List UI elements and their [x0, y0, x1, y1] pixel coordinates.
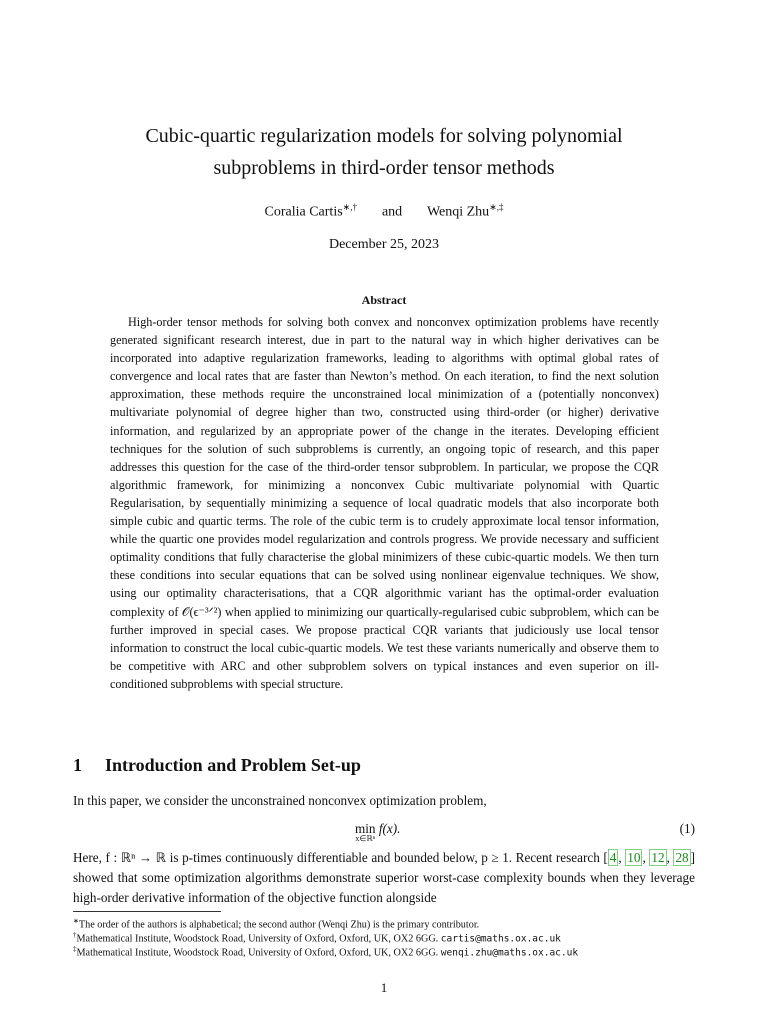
title-line-2: subproblems in third-order tensor methods: [213, 157, 555, 179]
footnote-rule: [73, 911, 221, 912]
author-2-marks: ∗,‡: [489, 202, 504, 212]
footnote-text: Mathematical Institute, Woodstock Road, University of Oxford, Oxford, UK, OX2 6GG.: [76, 933, 439, 945]
footnote-mark: †: [73, 931, 77, 939]
paper-title: [60, 120, 708, 184]
section-number: 1: [73, 755, 82, 775]
footnote-email[interactable]: cartis@maths.ox.ac.uk: [440, 933, 561, 945]
author-2: Wenqi Zhu: [426, 204, 490, 220]
abstract-complexity: 𝒪(ϵ⁻³ᐟ²): [181, 604, 222, 619]
body-paragraph: Here, f : ℝⁿ → ℝ is p-times continuously differentiable and bounded below, p ≥ 1. Recent research [ 4 , 10 , 12 , 28 ] showed that some optimization algorithms demonstrate superior worst-case complexity bounds when they leverage high-order derivative information of the objective function alongside: [73, 850, 696, 905]
equation-number: (1): [679, 821, 695, 836]
abstract-heading: Abstract: [361, 293, 407, 307]
body-text-continued: showed that some optimization algorithms demonstrate superior worst-case complexity bounds when they leverage high-order derivative information of the objective function alongside: [73, 870, 695, 905]
body-text: Here, f : ℝⁿ → ℝ is p-times continuously differentiable and bounded below, p ≥ 1. Recent research: [73, 850, 600, 865]
section-heading: [73, 755, 361, 776]
footnote-text: Mathematical Institute, Woodstock Road, University of Oxford, Oxford, UK, OX2 6GG.: [76, 947, 439, 959]
equation-body: f(x).: [378, 821, 401, 836]
author-line: [60, 202, 708, 221]
author-1-marks: ∗,†: [342, 202, 357, 212]
author-conjunction: and: [381, 204, 403, 220]
abstract-text: High-order tensor methods for solving both convex and nonconvex optimization problems have recently generated significant research interest, due in part to the natural way in which higher derivatives can be incorporated into adaptive regularization frameworks, leading to algorithms with optimal global rates of convergence and local rates that are faster than Newton’s method. On each iteration, to find the next solution approximation, these methods require the unconstrained local minimization of a (potentially nonconvex) multivariate polynomial of degree higher than two, constructed using third-order (or higher) derivative information, and regularized by an appropriate power of the change in the iterates. Developing efficient techniques for the solution of such subproblems is currently, an ongoing topic of research, and this paper addresses this question for the case of the third-order tensor subproblem. In particular, we propose the CQR algorithmic framework, for minimizing a nonconvex Cubic multivariate polynomial with Quartic Regularisation, by sequentially minimizing a sequence of local quadratic models that also incorporate both simple cubic and quartic terms. The role of the cubic term is to crudely approximate local tensor information, while the quartic one provides model regularization and controls progress. We provide necessary and sufficient optimality conditions that fully characterise the global minimizers of these cubic-quartic models. We then turn these conditions into secular equations that can be solved using nonlinear eigenvalue techniques. We show, using our optimality characterisations, that a CQR algorithmic variant has the optimal-order evaluation complexity of: [110, 315, 659, 619]
citation-link[interactable]: 4: [609, 850, 617, 865]
footnote-text: The order of the authors is alphabetical; the second author (Wenqi Zhu) is the primary contributor.: [78, 919, 480, 931]
citation-link[interactable]: 28: [675, 850, 689, 865]
equation-1: [73, 821, 695, 851]
equation-min-operator: min: [355, 821, 376, 836]
title-line-1: Cubic-quartic regularization models for solving polynomial: [145, 125, 623, 147]
footnote: [73, 942, 703, 960]
citation-link[interactable]: 10: [627, 850, 641, 865]
equation-min: [355, 821, 376, 843]
intro-paragraph: In this paper, we consider the unconstrained nonconvex optimization problem,: [73, 793, 487, 808]
citation-link[interactable]: 12: [651, 850, 665, 865]
abstract-body: [110, 313, 659, 693]
author-1: Coralia Cartis: [264, 204, 343, 220]
footnote-email[interactable]: wenqi.zhu@maths.ox.ac.uk: [440, 947, 579, 959]
footnote-mark: ∗: [73, 917, 79, 925]
abstract-text-rest: when applied to minimizing our quartically-regularised cubic subproblem, which can be further improved in special cases. We propose practical CQR variants that judiciously use local tensor information to construct the local cubic-quartic models. We test these variants numerically and observe them to be competitive with ARC and other subproblem solvers on typical instances and even superior on ill-conditioned subproblems with special structure.: [110, 604, 659, 691]
paper-date: December 25, 2023: [328, 237, 440, 252]
section-title: Introduction and Problem Set-up: [105, 755, 361, 775]
page-number: 1: [380, 980, 388, 995]
equation-min-subscript: x∈ℝⁿ: [355, 834, 376, 843]
footnote-mark: ‡: [73, 945, 77, 953]
